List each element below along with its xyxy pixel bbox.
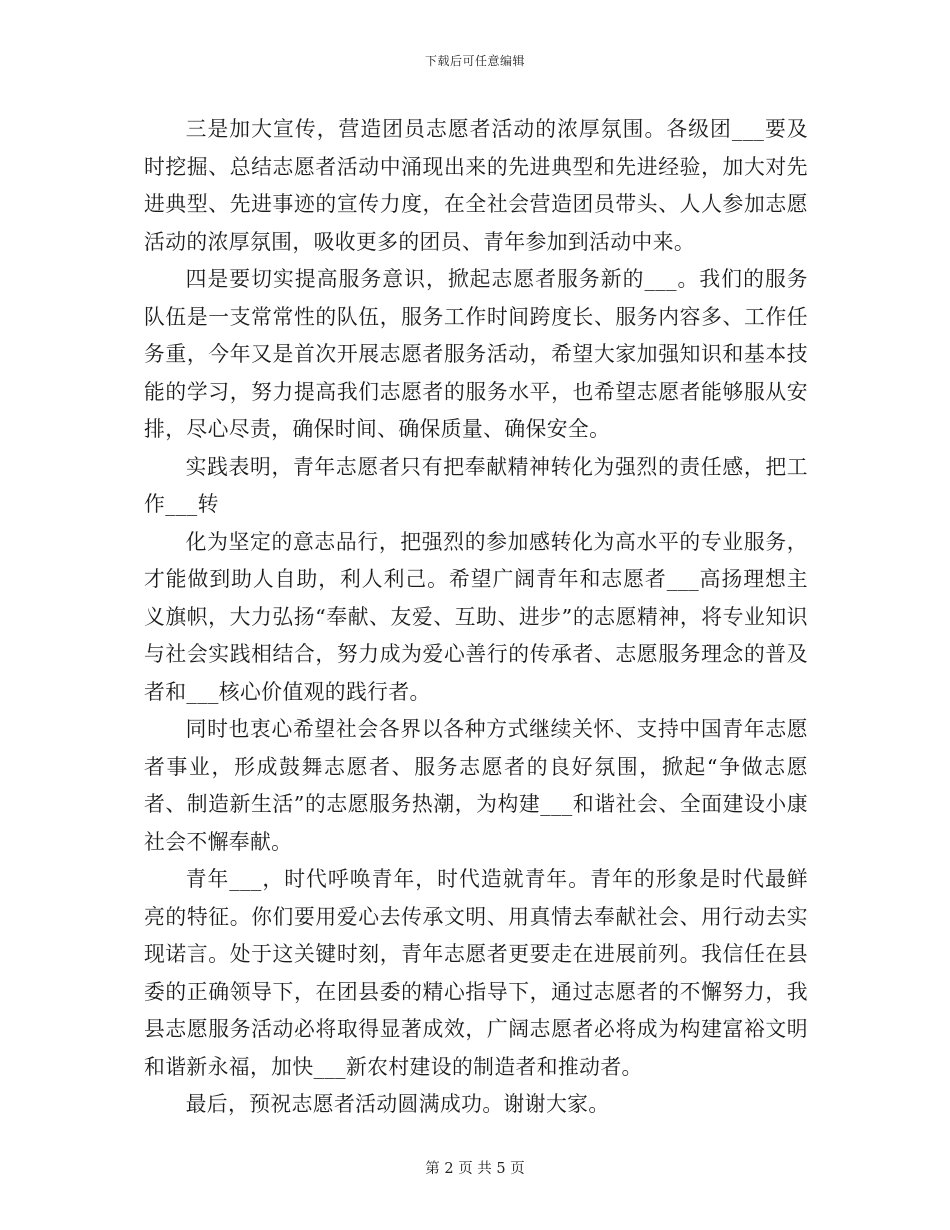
paragraph-service-awareness: 四是要切实提高服务意识，掀起志愿者服务新的___。我们的服务队伍是一支常常性的队伍，服务工作时间跨度长、服务内容多、工作任务重，今年又是首次开展志愿者服务活动，希望大家加强知识和基本技能的学习，努力提高我们志愿者的服务水平，也希望志愿者能够服从安排，尽心尽责，确保时间、确保质量、确保安全。 — [144, 267, 808, 441]
paragraph-transform-continued: 化为坚定的意志品行，把强烈的参加感转化为高水平的专业服务，才能做到助人自助，利人利己。希望广阔青年和志愿者___高扬理想主义旗帜，大力弘扬“奉献、友爱、互助、进步”的志愿精神，将专业知识与社会实践相结合，努力成为爱心善行的传承者、志愿服务理念的普及者和___核心价值观的践行者。 — [144, 529, 808, 704]
paragraph-closing: 最后，预祝志愿者活动圆满成功。谢谢大家。 — [185, 1092, 610, 1116]
paragraph-publicity: 三是加大宣传，营造团员志愿者活动的浓厚氛围。各级团___要及时挖掘、总结志愿者活动中涌现出来的先进典型和先进经验，加大对先进典型、先进事迹的宣传力度，在全社会营造团员带头、人人参加志愿活动的浓厚氛围，吸收更多的团员、青年参加到活动中来。 — [144, 117, 808, 254]
paragraph-youth-era: 青年___，时代呼唤青年，时代造就青年。青年的形象是时代最鲜亮的特征。你们要用爱心去传承文明、用真情去奉献社会、用行动去实现诺言。处于这关键时刻，青年志愿者更要走在进展前列。我信任在县委的正确领导下，在团县委的精心指导下，通过志愿者的不懈努力，我县志愿服务活动必将取得显著成效，广阔志愿者必将成为构建富裕文明和谐新永福，加快___新农村建设的制造者和推动者。 — [144, 867, 808, 1079]
page-number-footer: 第 2 页 共 5 页 — [425, 1161, 525, 1177]
document-body — [144, 111, 808, 1124]
page-header-note: 下载后可任意编辑 — [424, 54, 525, 68]
paragraph-practice-shows: 实践表明，青年志愿者只有把奉献精神转化为强烈的责任感，把工作___转 — [144, 454, 808, 516]
paragraph-society-support: 同时也衷心希望社会各界以各种方式继续关怀、支持中国青年志愿者事业，形成鼓舞志愿者、服务志愿者的良好氛围，掀起“争做志愿者、制造新生活”的志愿服务热潮，为构建___和谐社会、全面建设小康社会不懈奉献。 — [144, 717, 808, 854]
